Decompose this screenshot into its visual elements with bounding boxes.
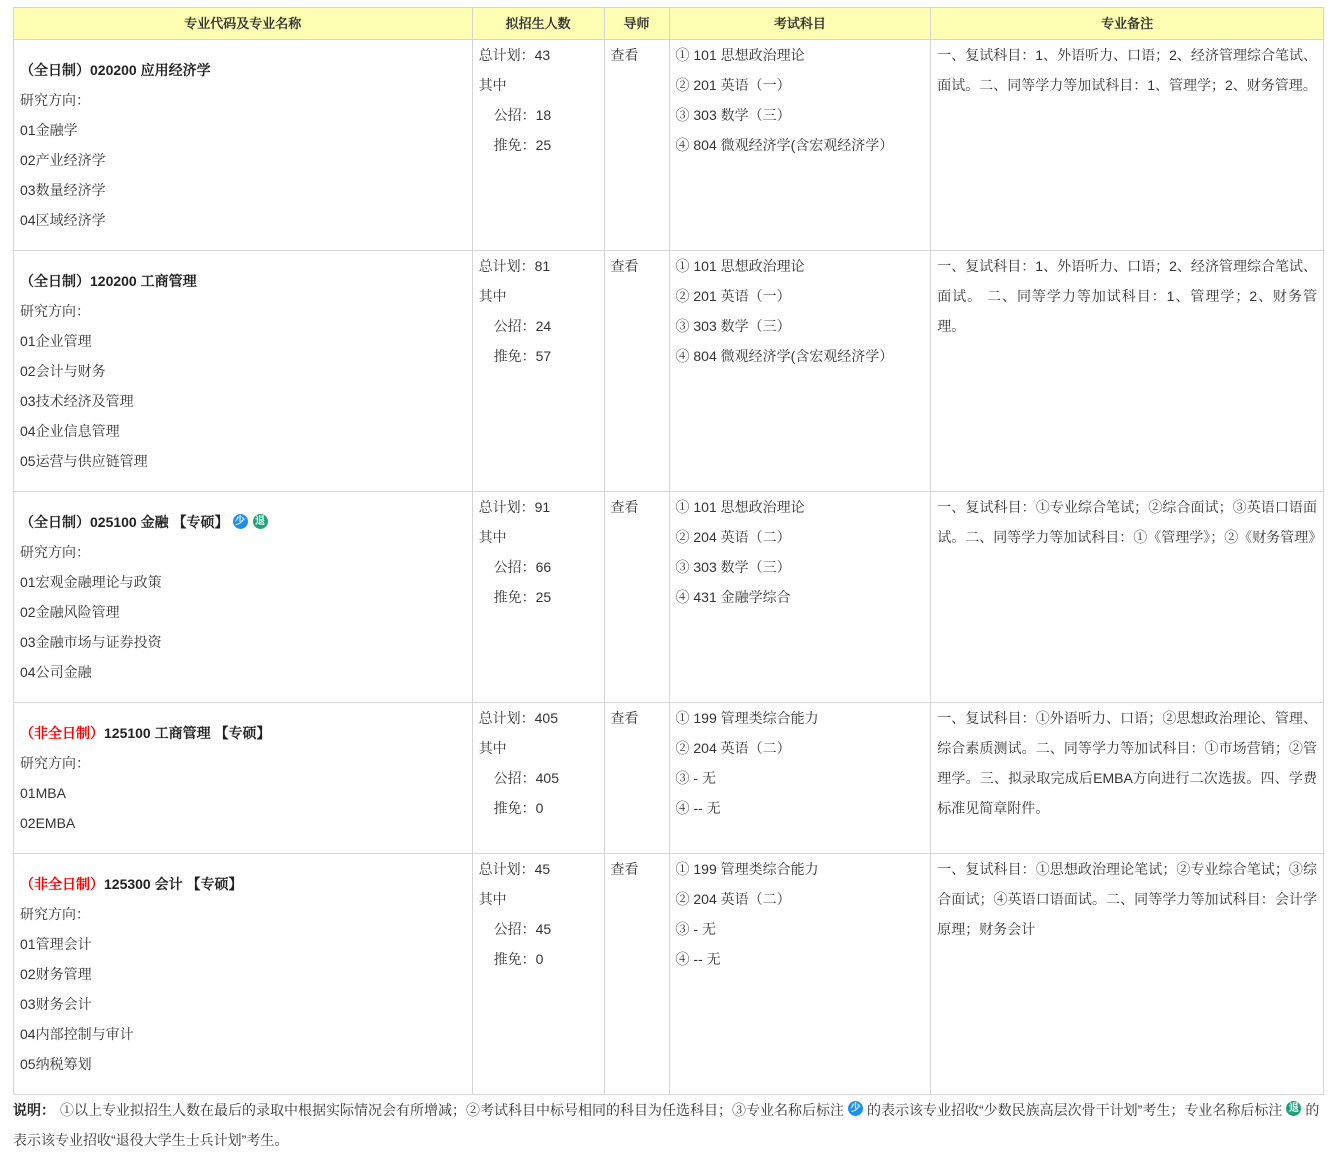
program-title bbox=[20, 718, 466, 748]
quota-recommended-value: 0 bbox=[535, 951, 544, 967]
quota-total bbox=[479, 492, 598, 522]
notes-cell bbox=[931, 251, 1324, 492]
quota-cell bbox=[472, 40, 604, 251]
direction-item: 04区域经济学 bbox=[20, 212, 106, 228]
column-header-notes: 专业备注 bbox=[931, 8, 1324, 40]
quota-total-value: 91 bbox=[534, 499, 551, 515]
exam-subject: ① 199 管理类综合能力 bbox=[675, 710, 819, 726]
quota-of-which-label: 其中 bbox=[478, 288, 507, 304]
table-row bbox=[14, 251, 1324, 492]
quota-public-label: 公招： bbox=[493, 318, 536, 334]
quota-public-label: 公招： bbox=[493, 921, 536, 937]
quota-recommended bbox=[479, 944, 598, 974]
quota-total-label: 总计划： bbox=[478, 47, 535, 63]
view-advisors-link[interactable]: 查看 bbox=[610, 499, 639, 515]
quota-of-which-label: 其中 bbox=[478, 891, 507, 907]
quota-total-value: 81 bbox=[534, 258, 551, 274]
minority-plan-icon: 少 bbox=[848, 1101, 863, 1116]
quota-of-which-label: 其中 bbox=[478, 77, 507, 93]
exam-subject: ① 101 思想政治理论 bbox=[675, 499, 805, 515]
table-row bbox=[14, 703, 1324, 854]
footnote-text: 的表示该专业招收“少数民族高层次骨干计划”考生；专业名称后标注 bbox=[867, 1102, 1283, 1118]
quota-public-value: 18 bbox=[535, 107, 552, 123]
program-name: 工商管理 bbox=[154, 725, 211, 741]
direction-item: 04公司金融 bbox=[20, 664, 92, 680]
direction-item: 04内部控制与审计 bbox=[20, 1026, 134, 1042]
quota-cell bbox=[472, 251, 604, 492]
direction-item: 01金融学 bbox=[20, 122, 78, 138]
direction-label: 研究方向： bbox=[20, 544, 90, 560]
program-code: 020200 bbox=[90, 62, 137, 78]
exam-subject: ③ - 无 bbox=[675, 921, 716, 937]
direction-item: 05纳税筹划 bbox=[20, 1056, 92, 1072]
quota-total bbox=[479, 854, 598, 884]
direction-item: 01管理会计 bbox=[20, 936, 92, 952]
program-title bbox=[20, 55, 466, 85]
program-name: 应用经济学 bbox=[140, 62, 211, 78]
column-header-advisor: 导师 bbox=[604, 8, 669, 40]
table-row bbox=[14, 492, 1324, 703]
direction-item: 02产业经济学 bbox=[20, 152, 106, 168]
quota-public bbox=[479, 914, 598, 944]
program-cell bbox=[14, 854, 473, 1095]
quota-public bbox=[479, 763, 598, 793]
quota-recommended-value: 0 bbox=[535, 800, 544, 816]
column-header-exam: 考试科目 bbox=[669, 8, 931, 40]
exam-subject: ② 204 英语（二） bbox=[675, 529, 791, 545]
table-row bbox=[14, 854, 1324, 1095]
degree-type: 【专硕】 bbox=[186, 876, 243, 892]
program-notes: 一、复试科目：①专业综合笔试；②综合面试；③英语口语面试。二、同等学力等加试科目：①《管理学》；②《财务管理》 bbox=[937, 499, 1323, 545]
exam-subject: ④ -- 无 bbox=[675, 800, 721, 816]
footnote-text: 的表示该专业招收“退役大学生士兵计划”考生。 bbox=[13, 1102, 1320, 1148]
table-header-row bbox=[14, 8, 1324, 40]
program-cell bbox=[14, 40, 473, 251]
quota-total-value: 43 bbox=[534, 47, 551, 63]
quota-recommended-value: 57 bbox=[535, 348, 552, 364]
minority-plan-icon: 少 bbox=[233, 514, 248, 529]
quota-total bbox=[479, 251, 598, 281]
notes-cell bbox=[931, 492, 1324, 703]
quota-total-label: 总计划： bbox=[478, 499, 535, 515]
quota-public-label: 公招： bbox=[493, 770, 536, 786]
direction-label: 研究方向： bbox=[20, 755, 90, 771]
direction-item: 03财务会计 bbox=[20, 996, 92, 1012]
exam-cell bbox=[669, 703, 931, 854]
advisor-cell bbox=[604, 251, 669, 492]
program-name: 金融 bbox=[140, 514, 169, 530]
quota-total-label: 总计划： bbox=[478, 258, 535, 274]
direction-item: 03技术经济及管理 bbox=[20, 393, 134, 409]
program-cell bbox=[14, 492, 473, 703]
quota-recommended-value: 25 bbox=[535, 589, 552, 605]
exam-subject: ② 204 英语（二） bbox=[675, 891, 791, 907]
direction-item: 03金融市场与证券投资 bbox=[20, 634, 162, 650]
program-name: 工商管理 bbox=[140, 273, 197, 289]
program-title bbox=[20, 869, 466, 899]
quota-recommended bbox=[479, 130, 598, 160]
table-row bbox=[14, 40, 1324, 251]
quota-public-value: 24 bbox=[535, 318, 552, 334]
quota-total-value: 405 bbox=[534, 710, 558, 726]
view-advisors-link[interactable]: 查看 bbox=[610, 47, 639, 63]
view-advisors-link[interactable]: 查看 bbox=[610, 861, 639, 877]
exam-subject: ③ 303 数学（三） bbox=[675, 559, 791, 575]
quota-total-label: 总计划： bbox=[478, 861, 535, 877]
quota-cell bbox=[472, 492, 604, 703]
column-header-quota: 拟招生人数 bbox=[472, 8, 604, 40]
page-content bbox=[13, 7, 1324, 1155]
advisor-cell bbox=[604, 492, 669, 703]
exam-subject: ① 199 管理类综合能力 bbox=[675, 861, 819, 877]
exam-subject: ③ 303 数学（三） bbox=[675, 107, 791, 123]
view-advisors-link[interactable]: 查看 bbox=[610, 710, 639, 726]
direction-label: 研究方向： bbox=[20, 906, 90, 922]
exam-cell bbox=[669, 854, 931, 1095]
quota-recommended-label: 推免： bbox=[493, 951, 536, 967]
quota-of-which-label: 其中 bbox=[478, 529, 507, 545]
degree-type: 【专硕】 bbox=[214, 725, 271, 741]
study-mode: （全日制） bbox=[20, 514, 90, 530]
quota-recommended-label: 推免： bbox=[493, 348, 536, 364]
direction-item: 02金融风险管理 bbox=[20, 604, 120, 620]
study-mode: （非全日制） bbox=[20, 876, 104, 892]
direction-item: 03数量经济学 bbox=[20, 182, 106, 198]
quota-recommended bbox=[479, 793, 598, 823]
quota-total bbox=[479, 40, 598, 70]
quota-public-label: 公招： bbox=[493, 559, 536, 575]
exam-subject: ③ - 无 bbox=[675, 770, 716, 786]
direction-item: 02EMBA bbox=[20, 815, 76, 831]
program-cell bbox=[14, 703, 473, 854]
exam-subject: ① 101 思想政治理论 bbox=[675, 258, 805, 274]
study-mode: （全日制） bbox=[20, 62, 90, 78]
study-mode: （非全日制） bbox=[20, 725, 104, 741]
quota-public bbox=[479, 552, 598, 582]
program-code: 025100 bbox=[90, 514, 137, 530]
exam-subject: ③ 303 数学（三） bbox=[675, 318, 791, 334]
degree-type: 【专硕】 bbox=[172, 514, 229, 530]
program-notes: 一、复试科目：①外语听力、口语；②思想政治理论、管理、综合素质测试。二、同等学力等加试科目：①市场营销；②管理学。三、拟录取完成后EMBA方向进行二次选拔。四、学费标准见简章附件。 bbox=[937, 710, 1317, 816]
exam-subject: ② 201 英语（一） bbox=[675, 288, 791, 304]
notes-cell bbox=[931, 854, 1324, 1095]
quota-public-value: 66 bbox=[535, 559, 552, 575]
quota-cell bbox=[472, 854, 604, 1095]
quota-of-which-label: 其中 bbox=[478, 740, 507, 756]
quota-public-value: 405 bbox=[535, 770, 559, 786]
direction-item: 01宏观金融理论与政策 bbox=[20, 574, 162, 590]
program-title bbox=[20, 507, 466, 537]
program-notes: 一、复试科目：1、外语听力、口语；2、经济管理综合笔试、面试。二、同等学力等加试科目：1、管理学；2、财务管理。 bbox=[937, 47, 1317, 93]
direction-item: 02财务管理 bbox=[20, 966, 92, 982]
program-notes: 一、复试科目：1、外语听力、口语；2、经济管理综合笔试、面试。 二、同等学力等加试科目：1、管理学；2、财务管理。 bbox=[937, 258, 1317, 334]
exam-cell bbox=[669, 40, 931, 251]
program-name: 会计 bbox=[154, 876, 183, 892]
quota-total bbox=[479, 703, 598, 733]
advisor-cell bbox=[604, 854, 669, 1095]
program-code: 125100 bbox=[104, 725, 151, 741]
footnote-label: 说明： bbox=[13, 1102, 55, 1118]
program-code: 125300 bbox=[104, 876, 151, 892]
exam-cell bbox=[669, 251, 931, 492]
direction-item: 04企业信息管理 bbox=[20, 423, 120, 439]
veteran-plan-icon: 退 bbox=[1286, 1101, 1301, 1116]
quota-recommended-value: 25 bbox=[535, 137, 552, 153]
program-notes: 一、复试科目：①思想政治理论笔试；②专业综合笔试；③综合面试；④英语口语面试。二、同等学力等加试科目：会计学原理；财务会计 bbox=[937, 861, 1317, 937]
column-header-major: 专业代码及专业名称 bbox=[14, 8, 473, 40]
exam-cell bbox=[669, 492, 931, 703]
notes-cell bbox=[931, 40, 1324, 251]
program-code: 120200 bbox=[90, 273, 137, 289]
direction-item: 05运营与供应链管理 bbox=[20, 453, 148, 469]
quota-total-value: 45 bbox=[534, 861, 551, 877]
exam-subject: ④ 804 微观经济学(含宏观经济学） bbox=[675, 137, 894, 153]
direction-item: 01MBA bbox=[20, 785, 66, 801]
direction-item: 02会计与财务 bbox=[20, 363, 106, 379]
exam-subject: ① 101 思想政治理论 bbox=[675, 47, 805, 63]
view-advisors-link[interactable]: 查看 bbox=[610, 258, 639, 274]
quota-recommended bbox=[479, 341, 598, 371]
quota-total-label: 总计划： bbox=[478, 710, 535, 726]
advisor-cell bbox=[604, 40, 669, 251]
quota-recommended-label: 推免： bbox=[493, 137, 536, 153]
direction-label: 研究方向： bbox=[20, 92, 90, 108]
quota-public bbox=[479, 100, 598, 130]
program-table bbox=[13, 7, 1324, 1095]
quota-recommended-label: 推免： bbox=[493, 800, 536, 816]
direction-label: 研究方向： bbox=[20, 303, 90, 319]
footnote bbox=[13, 1095, 1331, 1155]
program-cell bbox=[14, 251, 473, 492]
study-mode: （全日制） bbox=[20, 273, 90, 289]
exam-subject: ④ -- 无 bbox=[675, 951, 721, 967]
exam-subject: ④ 804 微观经济学(含宏观经济学） bbox=[675, 348, 894, 364]
footnote-text: ①以上专业拟招生人数在最后的录取中根据实际情况会有所增减；②考试科目中标号相同的科目为任选科目；③专业名称后标注 bbox=[60, 1102, 844, 1118]
quota-recommended-label: 推免： bbox=[493, 589, 536, 605]
veteran-plan-icon: 退 bbox=[253, 514, 268, 529]
quota-cell bbox=[472, 703, 604, 854]
quota-recommended bbox=[479, 582, 598, 612]
notes-cell bbox=[931, 703, 1324, 854]
exam-subject: ② 204 英语（二） bbox=[675, 740, 791, 756]
quota-public bbox=[479, 311, 598, 341]
advisor-cell bbox=[604, 703, 669, 854]
quota-public-label: 公招： bbox=[493, 107, 536, 123]
direction-item: 01企业管理 bbox=[20, 333, 92, 349]
program-title bbox=[20, 266, 466, 296]
quota-public-value: 45 bbox=[535, 921, 552, 937]
exam-subject: ④ 431 金融学综合 bbox=[675, 589, 791, 605]
exam-subject: ② 201 英语（一） bbox=[675, 77, 791, 93]
